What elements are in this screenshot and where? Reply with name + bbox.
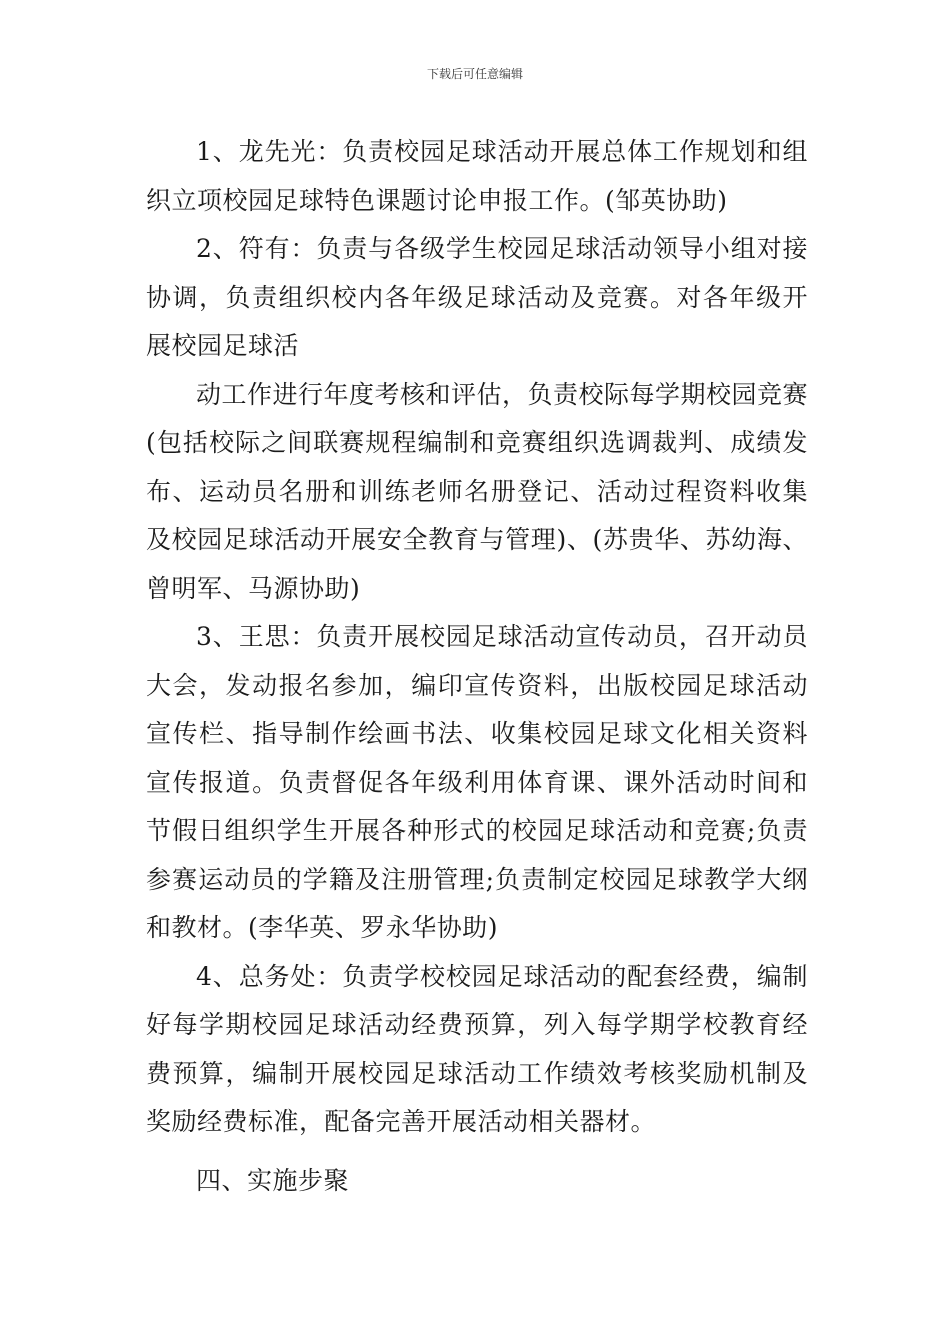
paragraph-4: 3、王思：负责开展校园足球活动宣传动员，召开动员大会，发动报名参加，编印宣传资料，出版校园足球活动宣传栏、指导制作绘画书法、收集校园足球文化相关资料宣传报道。负责督促各年级利用体育课、课外活动时间和节假日组织学生开展各种形式的校园足球活动和竞赛;负责参赛运动员的学籍及注册管理;负责制定校园足球教学大纲和教材。(李华英、罗永华协助)	[146, 622, 808, 942]
paragraph-1: 1、龙先光：负责校园足球活动开展总体工作规划和组织立项校园足球特色课题讨论申报工作。(邹英协助)	[146, 137, 808, 215]
page-header: 下载后可任意编辑	[426, 67, 523, 81]
document-body	[146, 128, 808, 1205]
paragraph-2: 2、符有：负责与各级学生校园足球活动领导小组对接协调，负责组织校内各年级足球活动及竞赛。对各年级开展校园足球活	[146, 234, 808, 360]
section-heading: 四、实施步聚	[196, 1165, 350, 1195]
paragraph-3: 动工作进行年度考核和评估，负责校际每学期校园竞赛(包括校际之间联赛规程编制和竞赛组织选调裁判、成绩发布、运动员名册和训练老师名册登记、活动过程资料收集及校园足球活动开展安全教育与管理)、(苏贵华、苏幼海、曾明军、马源协助)	[146, 379, 809, 603]
paragraph-5: 4、总务处：负责学校校园足球活动的配套经费，编制好每学期校园足球活动经费预算，列入每学期学校教育经费预算，编制开展校园足球活动工作绩效考核奖励机制及奖励经费标准，配备完善开展活动相关器材。	[146, 961, 808, 1136]
